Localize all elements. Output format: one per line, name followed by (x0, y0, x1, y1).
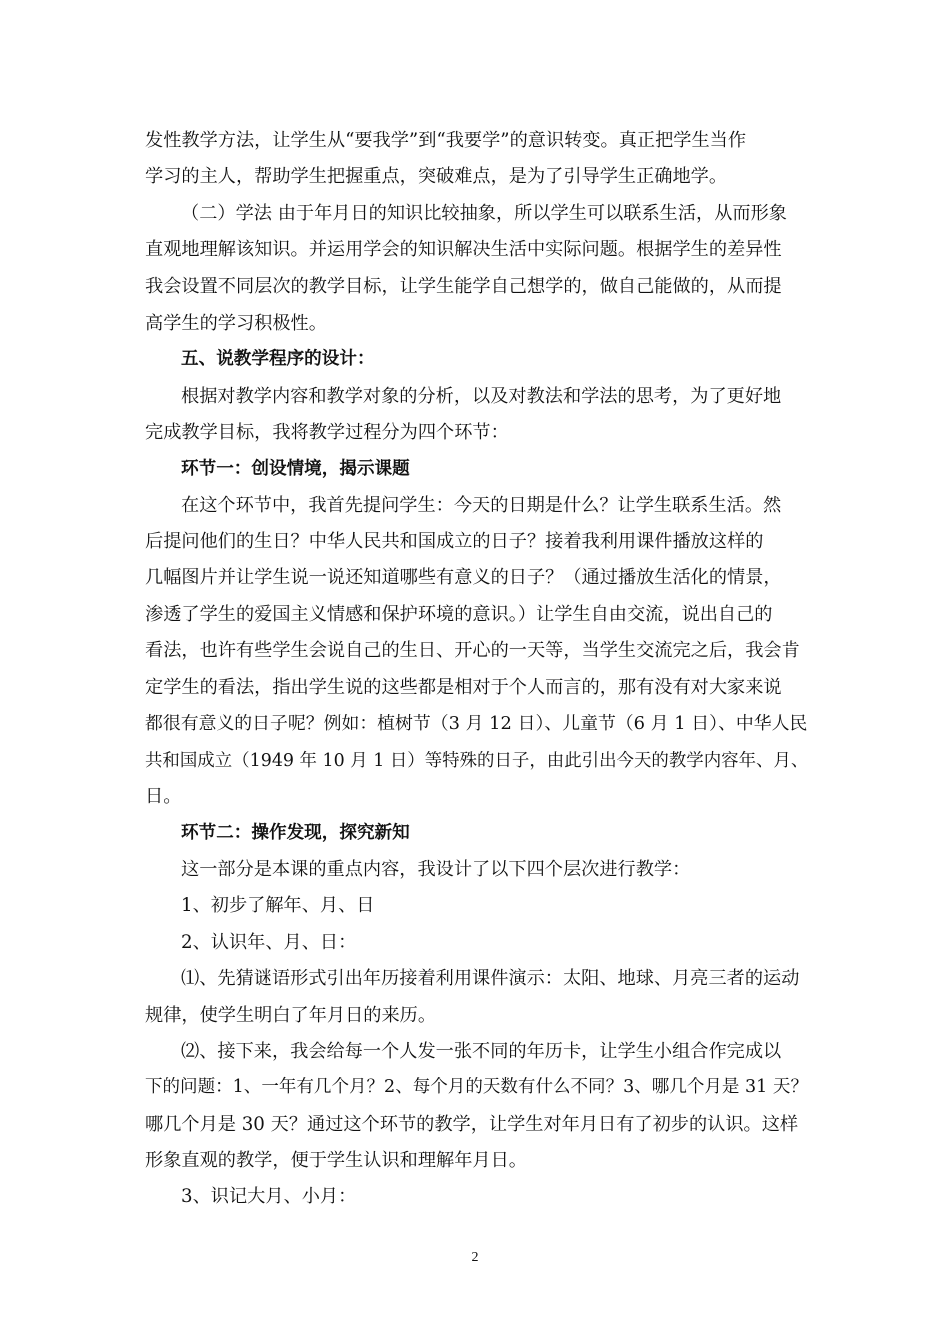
list-item: 1、初步了解年、月、日 (181, 895, 375, 916)
section-heading: 五、说教学程序的设计： (181, 349, 375, 369)
subsection-heading: 环节一：创设情境，揭示课题 (181, 459, 410, 479)
paragraph-line: ⑵、接下来，我会给每一个人发一张不同的年历卡，让学生小组合作完成以 (181, 1041, 782, 1062)
paragraph-line: （二）学法 由于年月日的知识比较抽象，所以学生可以联系生活，从而形象 (181, 203, 787, 224)
paragraph-line: 下的问题：1、一年有几个月？2、每个月的天数有什么不同？3、哪几个月是 31 天？ (145, 1077, 808, 1097)
list-item: 2、认识年、月、日： (181, 932, 357, 953)
paragraph-line: 在这个环节中，我首先提问学生：今天的日期是什么？让学生联系生活。然 (181, 495, 782, 516)
paragraph-line: 哪几个月是 30 天？通过这个环节的教学，让学生对年月日有了初步的认识。这样 (145, 1114, 799, 1135)
paragraph-line: 定学生的看法，指出学生说的这些都是相对于个人而言的，那有没有对大家来说 (145, 677, 782, 698)
paragraph-line: 日。 (145, 786, 182, 807)
paragraph-line: 我会设置不同层次的教学目标，让学生能学自己想学的，做自己能做的，从而提 (145, 276, 782, 297)
paragraph-line: 共和国成立（1949 年 10 月 1 日）等特殊的日子，由此引出今天的教学内容年、月、 (145, 751, 809, 771)
paragraph-line: 都很有意义的日子呢？例如：植树节（3 月 12 日）、儿童节（6 月 1 日）、中华人民 (145, 713, 808, 734)
paragraph-line: 渗透了学生的爱国主义情感和保护环境的意识。）让学生自由交流，说出自己的 (145, 604, 773, 625)
paragraph-line: 看法，也许有些学生会说自己的生日、开心的一天等，当学生交流完之后，我会肯 (145, 640, 800, 661)
paragraph-line: 后提问他们的生日？中华人民共和国成立的日子？接着我利用课件播放这样的 (145, 531, 764, 552)
paragraph-line: 完成教学目标，我将教学过程分为四个环节： (145, 422, 509, 443)
paragraph-line: ⑴、先猜谜语形式引出年历接着利用课件演示：太阳、地球、月亮三者的运动 (181, 968, 800, 989)
paragraph-line: 发性教学方法，让学生从“要我学”到“我要学”的意识转变。真正把学生当作 (145, 130, 747, 151)
paragraph-line: 学习的主人，帮助学生把握重点，突破难点，是为了引导学生正确地学。 (145, 166, 728, 187)
subsection-heading: 环节二：操作发现，探究新知 (181, 823, 410, 843)
paragraph-line: 高学生的学习积极性。 (145, 313, 327, 334)
paragraph-line: 规律，使学生明白了年月日的来历。 (145, 1005, 437, 1026)
paragraph-line: 根据对教学内容和教学对象的分析，以及对教法和学法的思考，为了更好地 (181, 386, 782, 407)
paragraph-line: 直观地理解该知识。并运用学会的知识解决生活中实际问题。根据学生的差异性 (145, 239, 782, 260)
list-item: 3、识记大月、小月： (181, 1186, 357, 1207)
paragraph-line: 形象直观的教学，便于学生认识和理解年月日。 (145, 1150, 527, 1171)
paragraph-line: 几幅图片并让学生说一说还知道哪些有意义的日子？（通过播放生活化的情景， (145, 567, 782, 588)
paragraph-line: 这一部分是本课的重点内容，我设计了以下四个层次进行教学： (181, 859, 691, 880)
page-number: 2 (471, 1250, 479, 1265)
